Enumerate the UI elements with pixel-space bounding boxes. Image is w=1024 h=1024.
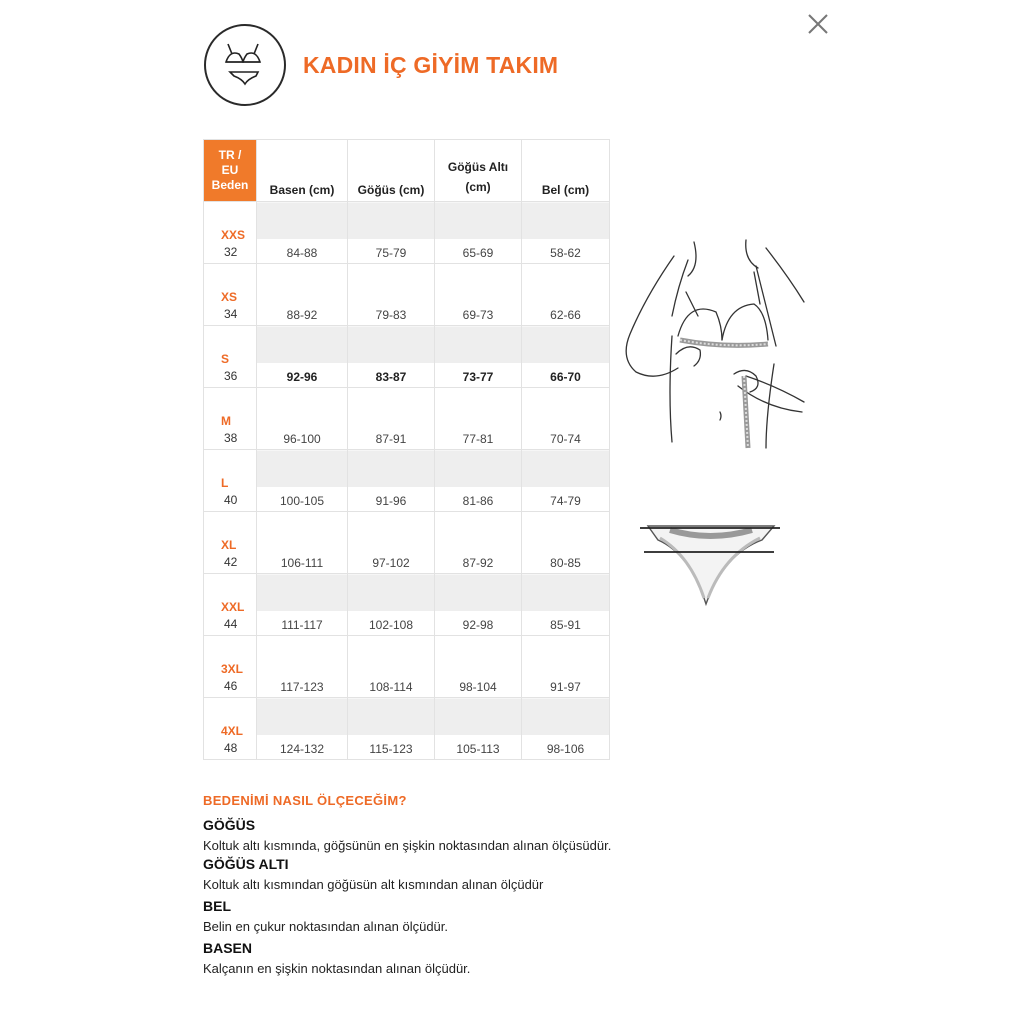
size-cell: S 36 [204,326,257,388]
size-table [203,139,610,760]
size-cell: XL 42 [204,512,257,574]
page-title: KADIN İÇ GİYİM TAKIM [303,52,559,78]
table-row [204,512,610,574]
bel-value: 66-70 [522,326,610,388]
basen-value: 92-96 [257,326,348,388]
table-row [204,264,610,326]
basen-value: 111-117 [257,574,348,636]
size-cell: XXS 32 [204,202,257,264]
table-header-row [204,140,610,202]
gogus-alti-value: 87-92 [435,512,522,574]
column-header-basen: Basen (cm) [257,140,348,202]
gogus-alti-value: 105-113 [435,698,522,760]
basen-value: 106-111 [257,512,348,574]
basen-value: 117-123 [257,636,348,698]
table-row [204,450,610,512]
table-row [204,388,610,450]
gogus-value: 108-114 [348,636,435,698]
gogus-value: 83-87 [348,326,435,388]
column-header-gogus-alti: Göğüs Altı (cm) [435,140,522,202]
how-to-measure-title: BEDENİMİ NASIL ÖLÇECEĞİM? [203,793,407,808]
section-heading-gogus-alti: GÖĞÜS ALTI [203,856,289,872]
section-heading-bel: BEL [203,898,231,914]
bel-value: 85-91 [522,574,610,636]
bel-value: 91-97 [522,636,610,698]
size-column-header: TR / EU Beden [204,140,257,202]
bel-value: 62-66 [522,264,610,326]
basen-value: 88-92 [257,264,348,326]
section-text-gogus-alti: Koltuk altı kısmından göğüsün alt kısmından alınan ölçüdür [203,877,544,892]
lingerie-icon [206,26,284,104]
bel-value: 74-79 [522,450,610,512]
size-cell: 3XL 46 [204,636,257,698]
gogus-alti-value: 77-81 [435,388,522,450]
gogus-alti-value: 81-86 [435,450,522,512]
column-header-gogus: Göğüs (cm) [348,140,435,202]
table-row [204,202,610,264]
section-text-basen: Kalçanın en şişkin noktasından alınan ölçüdür. [203,961,471,976]
basen-value: 100-105 [257,450,348,512]
size-cell: XXL 44 [204,574,257,636]
bel-value: 70-74 [522,388,610,450]
close-icon [804,10,832,38]
bel-value: 98-106 [522,698,610,760]
table-row [204,636,610,698]
panty-measurement-illustration [640,516,786,608]
gogus-value: 115-123 [348,698,435,760]
size-cell: L 40 [204,450,257,512]
section-heading-basen: BASEN [203,940,253,956]
basen-value: 84-88 [257,202,348,264]
gogus-alti-value: 73-77 [435,326,522,388]
close-button[interactable] [804,10,832,38]
gogus-alti-value: 69-73 [435,264,522,326]
size-cell: M 38 [204,388,257,450]
size-cell: XS 34 [204,264,257,326]
column-header-bel: Bel (cm) [522,140,610,202]
gogus-value: 79-83 [348,264,435,326]
gogus-alti-value: 92-98 [435,574,522,636]
basen-value: 96-100 [257,388,348,450]
bel-value: 80-85 [522,512,610,574]
bel-value: 58-62 [522,202,610,264]
gogus-value: 87-91 [348,388,435,450]
lingerie-logo [204,24,286,106]
size-cell: 4XL 48 [204,698,257,760]
basen-value: 124-132 [257,698,348,760]
torso-measurement-illustration [616,236,816,456]
table-row [204,574,610,636]
table-row [204,698,610,760]
table-row [204,326,610,388]
gogus-value: 102-108 [348,574,435,636]
gogus-value: 91-96 [348,450,435,512]
gogus-alti-value: 98-104 [435,636,522,698]
section-text-bel: Belin en çukur noktasından alınan ölçüdür. [203,919,449,934]
section-heading-gogus: GÖĞÜS [203,817,256,833]
gogus-value: 97-102 [348,512,435,574]
section-text-gogus: Koltuk altı kısmında, göğsünün en şişkin noktasından alınan ölçüsüdür. [203,838,612,853]
gogus-alti-value: 65-69 [435,202,522,264]
gogus-value: 75-79 [348,202,435,264]
